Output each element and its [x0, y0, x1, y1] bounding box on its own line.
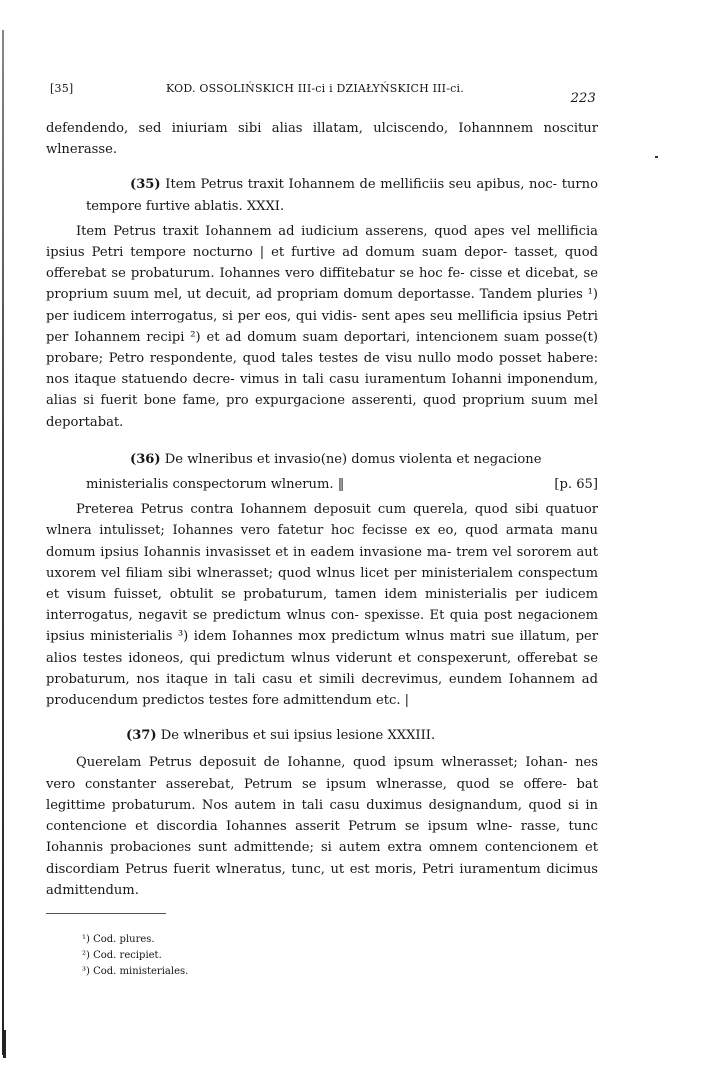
scan-edge-mark: [3, 1030, 6, 1058]
entry-number: (36): [130, 451, 161, 467]
footnote-marker: ²): [82, 949, 90, 961]
running-title: KOD. OSSOLIŃSKICH III-ci i DZIAŁYŃSKICH III-ci.: [166, 82, 464, 95]
entry-body-37: Querelam Petrus deposuit de Iohanne, quod ipsum wlnerasset; Iohan- nes vero constanter asserebat, Petrum se ipsum wlnerasse, quod se offere- bat legittime probaturum. Nos autem in tali casu duximus designandum, quod si in contencione et discordia Iohannes asserit Petrum se ipsum wlne- rasse, tunc Iohannis probaciones sunt admittende; si autem extra omnem contencionem et discordiam Petrus fuerit wlneratus, tunc, ut est moris, Petri iuramentum dicimus admittendum.: [46, 755, 598, 898]
entry-heading-35: [46, 174, 598, 216]
entry-title-cont: ministerialis conspectorum wlnerum. ‖: [86, 477, 345, 493]
running-head: [46, 78, 598, 118]
footnote-rule: [46, 913, 166, 914]
scan-edge: [2, 30, 4, 1055]
entry-body-36: Preterea Petrus contra Iohannem deposuit cum querela, quod sibi quatuor wlnera intulisset; Iohannes vero fatetur hoc fecisse ex eo, quod armata manu domum ipsius Iohannis invasisset et in eadem invasione ma- trem vel sororem aut uxorem vel filiam sibi wlnerasset; quod wlnus licet per ministerialem conspectum et visum fuisset, obtulit se probaturum, tamen idem ministerialis per iudicem interrogatus, negavit se predictum wlnus con- spexisse. Et quia post negacionem ipsius ministerialis ³) idem Iohannes mox predictum wlnus matri sue illatum, per alios testes idoneos, qui predictum wlnus viderunt et conspexerunt, offerebat se probaturum, nos itaque in tali casu et simili decrevimus, eundem Iohannem ad producendum predictos testes fore admittendum etc. |: [46, 502, 598, 709]
entry-heading-36: [46, 449, 598, 470]
page-number: 223: [570, 91, 596, 106]
entry-body-35: Item Petrus traxit Iohannem ad iudicium asserens, quod apes vel mellificia ipsius Petri tempore nocturno | et furtive ad domum suam depor- tasset, quod offerebat se probaturum. Iohannes vero diffitebatur se hoc fe- cisse et dicebat, se proprium suum mel, ut decuit, ad propriam domum deportasse. Tandem pluries ¹) per iudicem interrogatus, si per eos, qui vidis- sent apes seu mellificia ipsius Petri per Iohannem recipi ²) et ad domum suam deportari, intencionem suam posse(t) probare; Petro respondente, quod tales testes de visu nullo modo posset habere: nos itaque statuendo decre- vimus in tali casu iuramentum Iohanni imponendum, alias si fuerit bone fame, pro expurgacione asserenti, quod proprium suum mel deportabat.: [46, 223, 598, 430]
footnote-marker: ³): [82, 965, 90, 977]
footnote-text: Cod. plures.: [93, 933, 155, 945]
entry-title: De wlneribus et invasio(ne) domus violenta et negacione: [164, 451, 542, 467]
footnote-text: Cod. ministeriales.: [93, 965, 189, 977]
entry-number: (35): [130, 177, 161, 193]
page-reference: [p. 65]: [554, 477, 598, 493]
entry-number: (37): [126, 728, 157, 744]
entry-title: De wlneribus et sui ipsius lesione XXXIII.: [160, 728, 436, 744]
entry-title: Item Petrus traxit Iohannem de mellificiis seu apibus, noc- turno tempore furtive ablatis. XXXI.: [86, 177, 598, 214]
entry-heading-36-line2: [46, 474, 598, 495]
footnote-2: [82, 948, 598, 964]
page: [46, 78, 598, 980]
footnote-1: [82, 932, 598, 948]
scan-speck: [655, 156, 658, 158]
opening-paragraph: defendendo, sed iniuriam sibi alias illatam, ulciscendo, Iohannnem noscitur wlnerasse.: [46, 121, 598, 158]
footnote-marker: ¹): [82, 933, 90, 945]
section-marker: [35]: [50, 82, 74, 95]
footnote-3: [82, 964, 598, 980]
entry-heading-37: [46, 725, 598, 746]
footnotes: [46, 932, 598, 980]
footnote-text: Cod. recipiet.: [93, 949, 162, 961]
